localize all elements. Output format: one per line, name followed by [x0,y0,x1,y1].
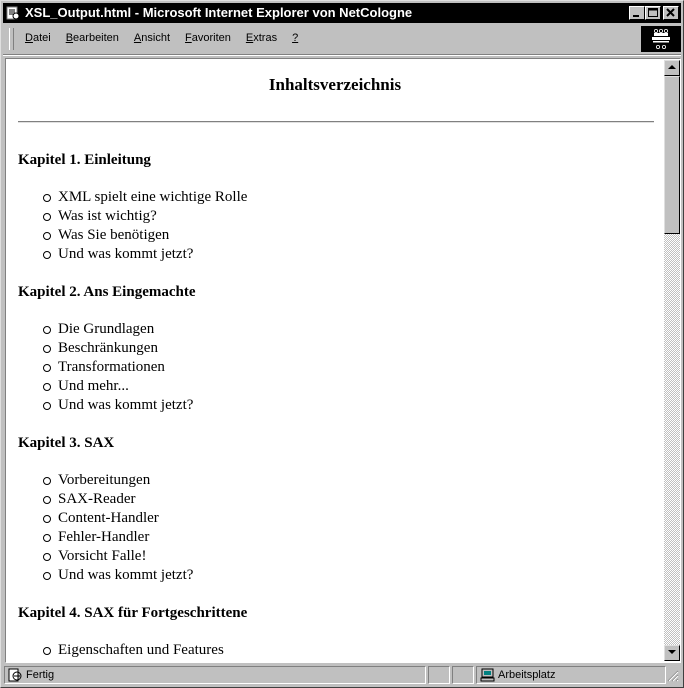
chapter-heading: Kapitel 3. SAX [18,435,115,451]
minimize-button[interactable] [629,6,645,20]
list-item: Und was kommt jetzt? [18,396,648,415]
chapter-items [18,471,648,585]
list-item: Was ist wichtig? [18,207,648,226]
status-pane-progress [428,666,450,684]
scrollbar-thumb[interactable] [664,76,680,234]
chapter-heading: Kapitel 4. SAX für Fortgeschrittene [18,605,248,621]
chapter-heading: Kapitel 1. Einleitung [18,152,151,168]
menu-accel: D [25,32,33,44]
chapter-1 [18,151,648,264]
list-item: Content-Handler [18,509,648,528]
page-done-icon [7,668,23,684]
chapter-heading: Kapitel 2. Ans Eingemachte [18,284,196,300]
menu-label: xtras [253,32,278,44]
scroll-up-button[interactable] [664,60,680,76]
menu-label: atei [32,32,51,44]
menu-bar [3,25,681,53]
menu-grip-handle[interactable] [9,28,14,50]
arrow-down-icon [668,650,676,655]
netcologne-logo-icon [641,26,681,52]
menu-help[interactable] [292,32,298,44]
chapter-items [18,641,648,660]
scroll-down-button[interactable] [664,645,680,661]
list-item: Vorbereitungen [18,471,648,490]
list-item: Und was kommt jetzt? [18,245,648,264]
status-bar [3,665,681,685]
content-frame [5,58,681,663]
menu-bearbeiten[interactable] [66,32,119,44]
document-viewport[interactable] [7,60,663,661]
menu-separator [3,54,681,56]
chapter-items [18,188,648,264]
window-title: XSL_Output.html - Microsoft Internet Explorer von NetCologne [25,5,413,20]
page-title: Inhaltsverzeichnis [268,75,402,94]
chapter-4 [18,604,648,660]
list-item: Vorsicht Falle! [18,547,648,566]
computer-icon [480,668,496,684]
chapter-2 [18,283,648,415]
list-item: Transformationen [18,358,648,377]
list-item: Eigenschaften und Features [18,641,648,660]
menu-items [25,32,313,44]
list-item: Die Grundlagen [18,320,648,339]
menu-label: avoriten [191,32,231,44]
maximize-button[interactable] [645,6,661,20]
chapter-items [18,320,648,415]
list-item: Beschränkungen [18,339,648,358]
menu-accel: F [185,32,192,44]
list-item: Was Sie benötigen [18,226,648,245]
ie-page-icon[interactable] [6,6,20,20]
list-item: Fehler-Handler [18,528,648,547]
list-item: XML spielt eine wichtige Rolle [18,188,648,207]
resize-grip-icon[interactable] [667,669,679,687]
menu-ansicht[interactable] [134,32,170,44]
status-pane [4,666,426,684]
menu-extras[interactable] [246,32,277,44]
chapter-list [18,151,648,661]
vertical-scrollbar[interactable] [664,60,680,661]
title-bar[interactable] [3,3,681,23]
chapter-3 [18,434,648,585]
status-pane-security [452,666,474,684]
menu-favoriten[interactable] [185,32,231,44]
zone-pane [476,666,666,684]
menu-accel: E [245,32,254,44]
status-text: Fertig [26,669,55,681]
horizontal-rule [18,121,654,123]
menu-label: earbeiten [73,32,119,44]
menu-datei[interactable] [25,32,51,44]
close-button[interactable] [663,6,679,20]
list-item: Und was kommt jetzt? [18,566,648,585]
list-item: SAX-Reader [18,490,648,509]
menu-label: nsicht [141,32,171,44]
menu-accel: B [65,32,74,44]
arrow-up-icon [668,65,676,70]
zone-label: Arbeitsplatz [498,669,556,681]
menu-accel: A [133,32,142,44]
menu-accel: ? [292,32,299,44]
list-item: Und mehr... [18,377,648,396]
